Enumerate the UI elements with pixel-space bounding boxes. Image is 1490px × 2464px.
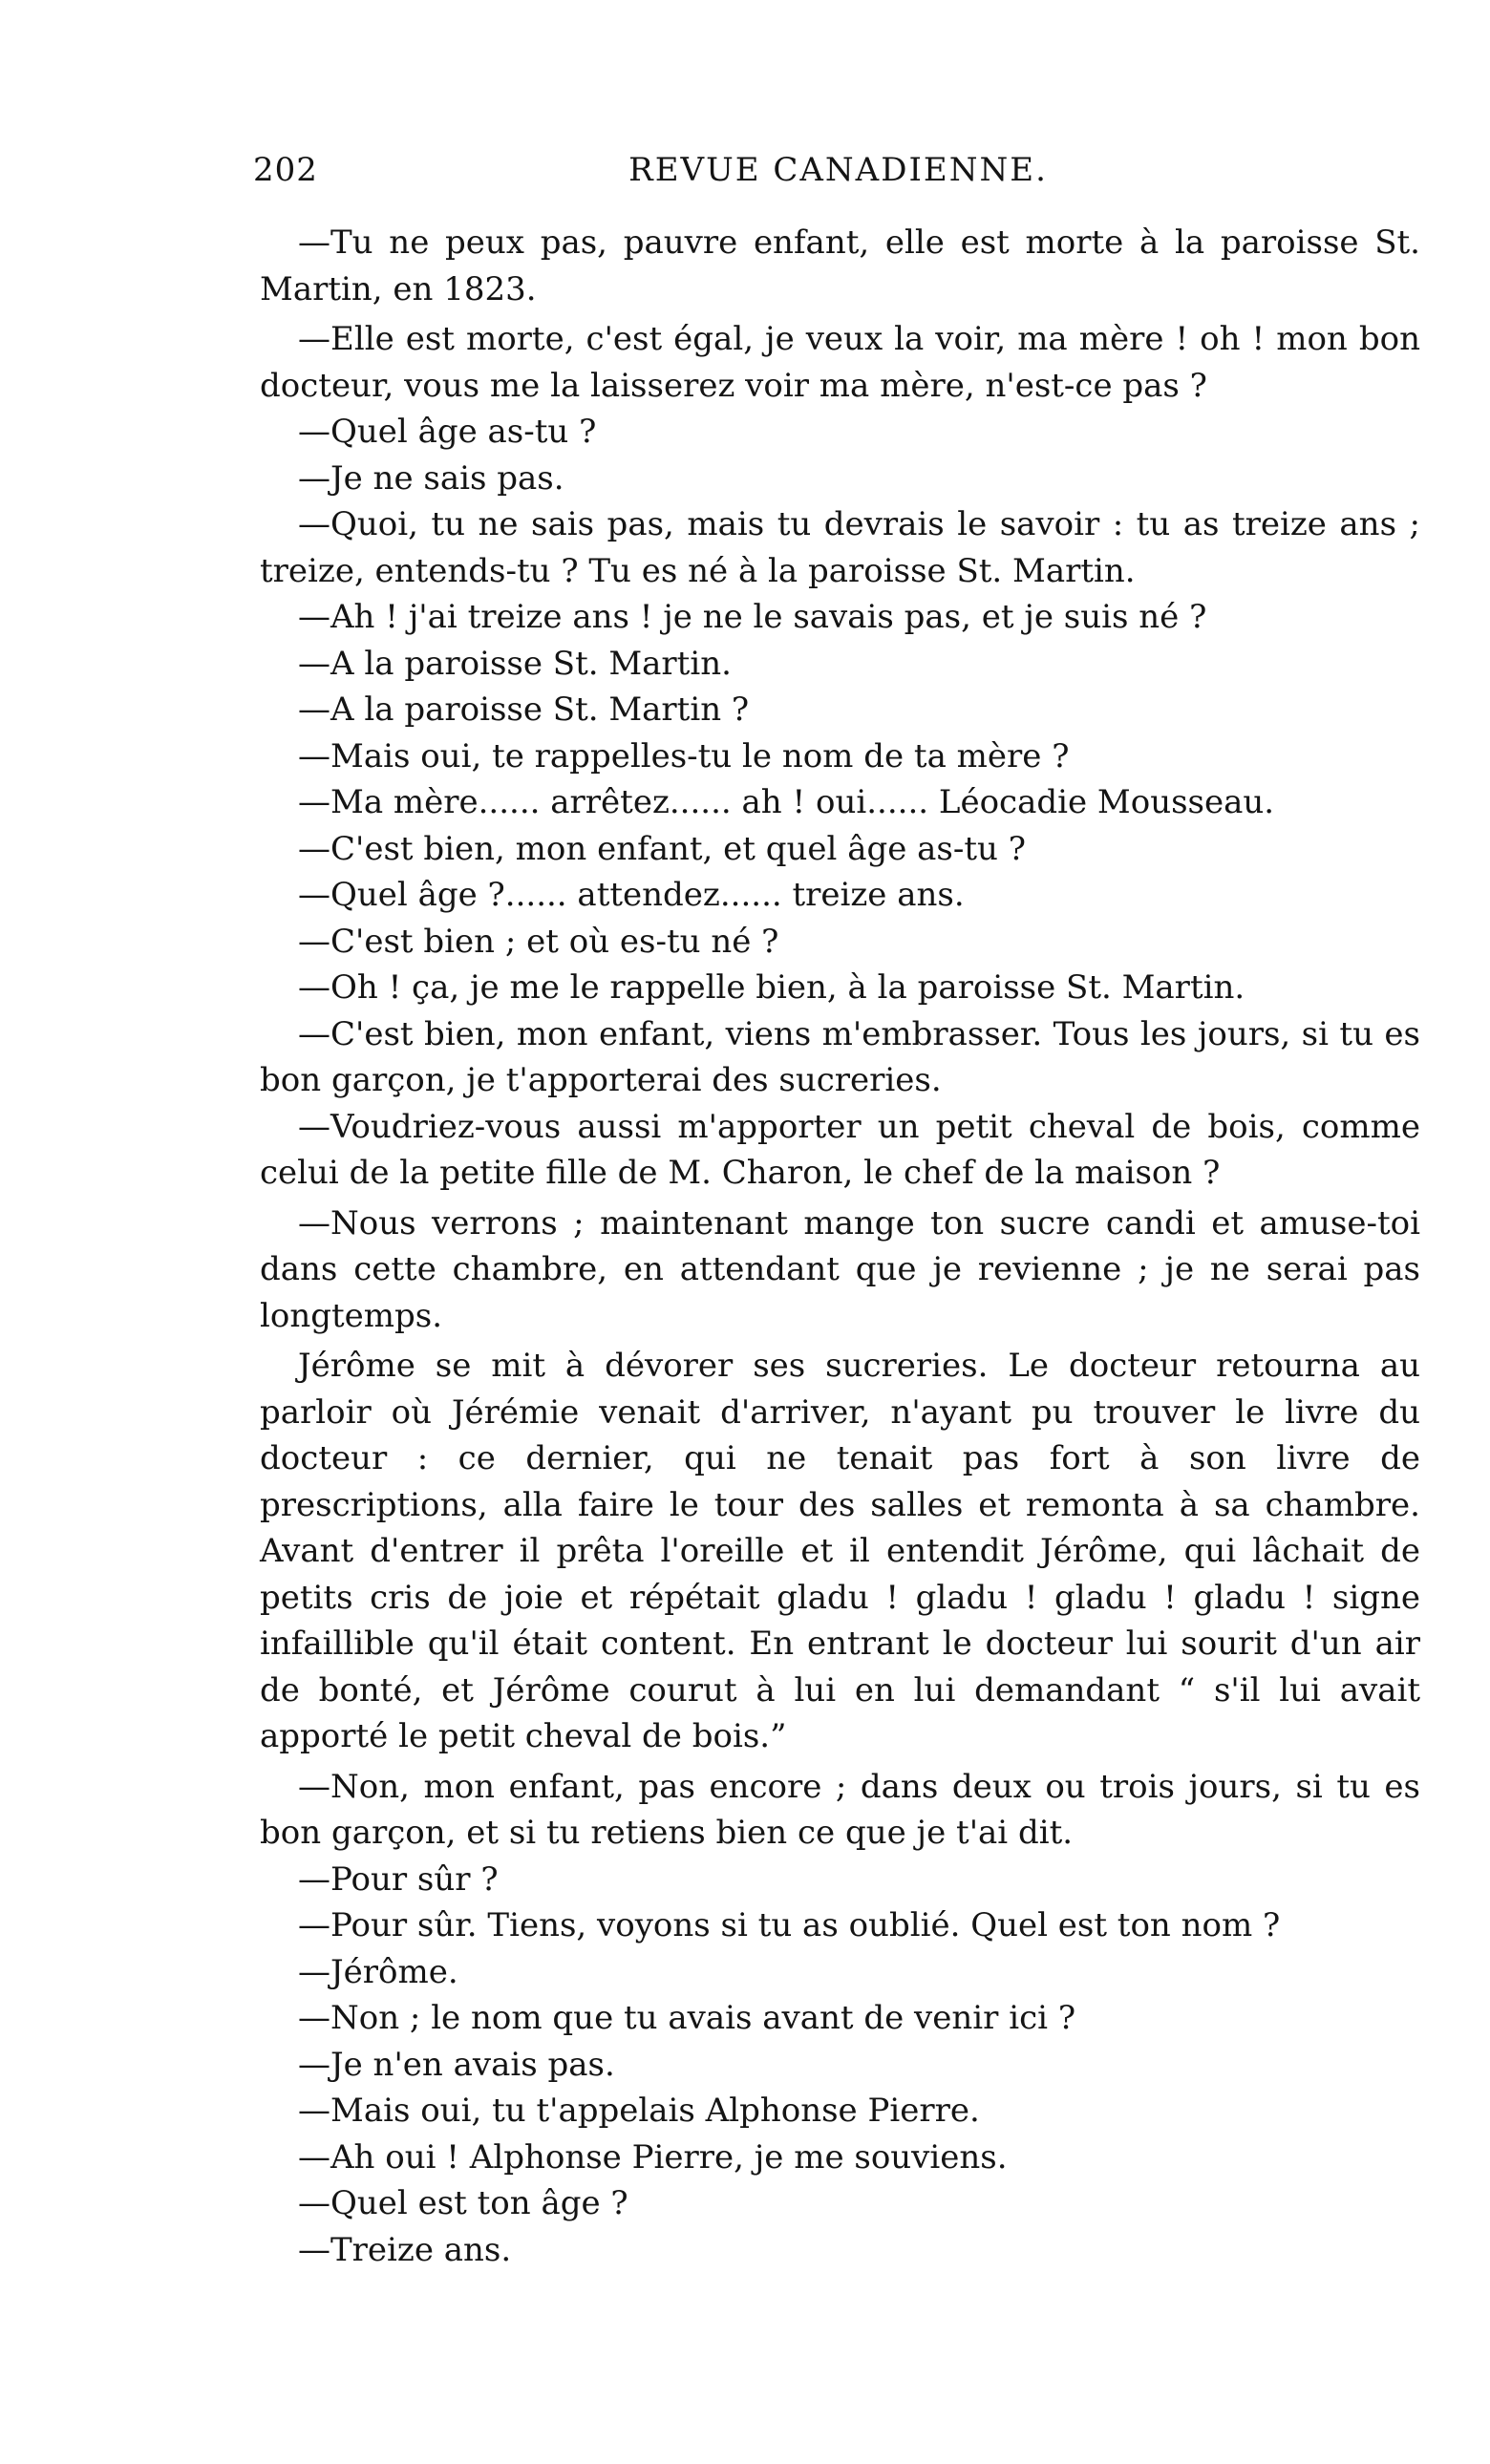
page-number: 202 [253,151,318,189]
paragraph: —Jérôme. [298,1952,458,1991]
paragraph: —Je n'en avais pas. [298,2045,615,2084]
running-head [253,151,1423,201]
paragraph: —C'est bien, mon enfant, et quel âge as-tu ? [298,829,1026,868]
paragraph: —Non ; le nom que tu avais avant de venir ici ? [298,1999,1076,2037]
paragraph: —Pour sûr. Tiens, voyons si tu as oublié. Quel est ton nom ? [298,1906,1281,1944]
paragraph: —Nous verrons ; maintenant mange ton sucre candi et amuse-toi dans cette chambre, en attendant que je revienne ; je ne serai pas longtemps. [260,1203,1420,1335]
paragraph: —Treize ans. [298,2230,512,2269]
paragraph: —Quel âge as-tu ? [298,413,597,451]
paragraph: —Oh ! ça, je me le rappelle bien, à la paroisse St. Martin. [298,968,1245,1007]
body-text [260,220,1420,2273]
paragraph: —Mais oui, tu t'appelais Alphonse Pierre. [298,2092,980,2130]
paragraph: —Ah oui ! Alphonse Pierre, je me souviens. [298,2137,1008,2177]
paragraph: —C'est bien ; et où es-tu né ? [298,922,779,961]
paragraph: —A la paroisse St. Martin ? [298,690,750,729]
paragraph: —Mais oui, te rappelles-tu le nom de ta mère ? [298,736,1070,775]
paragraph: Jérôme se mit à dévorer ses sucreries. Le docteur retourna au parloir où Jérémie venait d'arriver, n'ayant pu trouver le livre du docteur : ce dernier, qui ne tenait pas fort à son livre de prescriptions, alla faire le tour des salles et remonta à sa chambre. Avant d'entrer il prêta l'oreille et il entendit Jérôme, qui lâchait de petits cris de joie et répétait gladu ! gladu ! gladu ! gladu ! signe infaillible qu'il était content. En entrant le docteur lui sourit d'un air de bonté, et Jérôme courut à lui en lui demandant “ s'il lui avait apporté le petit cheval de bois.” [260,1347,1420,1755]
paragraph: —Voudriez-vous aussi m'apporter un petit cheval de bois, comme celui de la petite fille de M. Charon, le chef de la maison ? [260,1107,1420,1192]
paragraph: —Ma mère...... arrêtez...... ah ! oui...... Léocadie Mousseau. [298,783,1275,821]
paragraph: —A la paroisse St. Martin. [298,644,732,683]
paragraph: —Quoi, tu ne sais pas, mais tu devrais le savoir : tu as treize ans ; treize, entends-tu ? Tu es né à la paroisse St. Martin. [260,505,1420,590]
paragraph: —C'est bien, mon enfant, viens m'embrasser. Tous les jours, si tu es bon garçon, je t'apporterai des sucreries. [260,1014,1420,1099]
journal-title: REVUE CANADIENNE. [628,151,1048,189]
paragraph: —Non, mon enfant, pas encore ; dans deux ou trois jours, si tu es bon garçon, et si tu retiens bien ce que je t'ai dit. [260,1767,1420,1852]
paragraph: —Je ne sais pas. [298,458,564,498]
paragraph: —Elle est morte, c'est égal, je veux la voir, ma mère ! oh ! mon bon docteur, vous me la laisserez voir ma mère, n'est-ce pas ? [260,320,1420,405]
paragraph: —Pour sûr ? [298,1859,499,1899]
paragraph: —Tu ne peux pas, pauvre enfant, elle est morte à la paroisse St. Martin, en 1823. [260,223,1420,308]
paragraph: —Ah ! j'ai treize ans ! je ne le savais pas, et je suis né ? [298,598,1207,636]
paragraph: —Quel est ton âge ? [298,2184,628,2222]
paragraph: —Quel âge ?...... attendez...... treize ans. [298,876,965,914]
